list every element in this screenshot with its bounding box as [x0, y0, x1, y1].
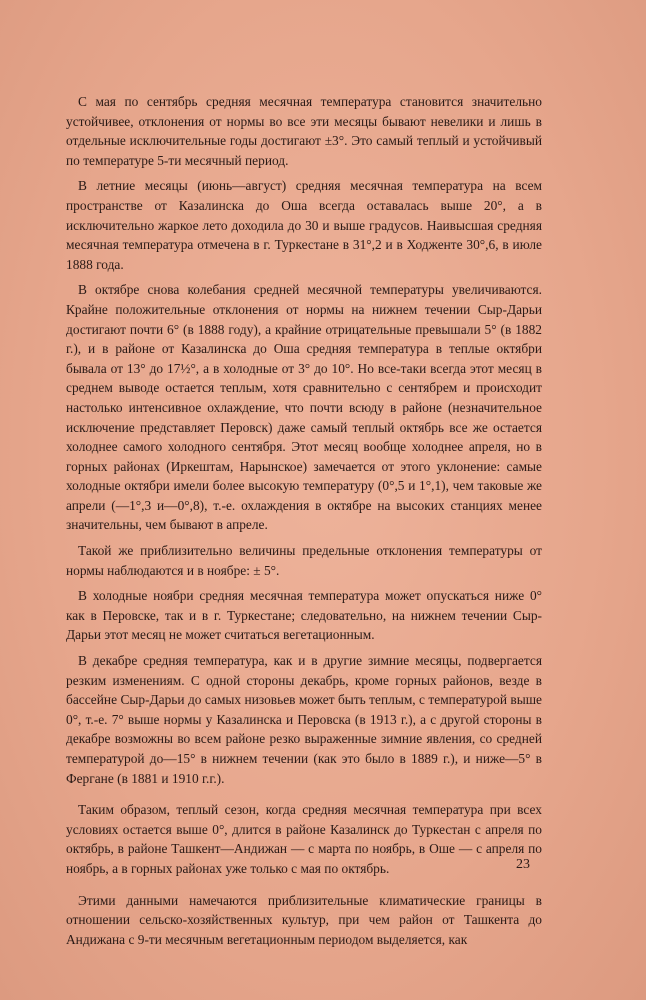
- paragraph-warm-season: Таким образом, теплый сезон, когда средняя месячная температура при всех условиях остается выше 0°, длится в районе Казалинск до Туркестан с апреля по октябрь, в районе Ташкент—Андижан — с марта по ноябрь, в Оше — с апреля по ноябрь, а в горных районах уже только с мая по октябрь.: [66, 802, 542, 876]
- paragraph-climatic-boundaries: Этими данными намечаются приблизительные климатические границы в отношении сельско-хозяйственных культур, при чем район от Ташкента до Андижана с 9-ти месячным вегетационным периодом выделяется, как: [66, 892, 542, 947]
- page-number: 23: [516, 857, 530, 872]
- paragraph-cold-novembers: В холодные ноябри средняя месячная температура может опускаться ниже 0° как в Перовске, так и в г. Туркестане; следовательно, на нижнем течении Сыр-Дарьи этот месяц не может считаться вегетационным.: [66, 588, 542, 643]
- paragraph-may-september: С мая по сентябрь средняя месячная температура становится значительно устойчивее, отклонения от нормы во все эти месяцы бывают невелики и лишь в отдельные исключительные годы достигают ±3°. Это самый теплый и устойчивый по температуре 5-ти месячный период.: [66, 94, 542, 168]
- paragraph-november-deviations: Такой же приблизительно величины предельные отклонения температуры от нормы наблюдаются и в ноябре: ± 5°.: [66, 543, 542, 578]
- paragraph-october: В октябре снова колебания средней месячной температуры увеличиваются. Крайне положительные отклонения от нормы на нижнем течении Сыр-Дарьи достигают почти 6° (в 1888 году), а крайние отрицательные превышали 5° (в 1882 г.), и в районе от Казалинска до Оша средняя температура в теплые октябри бывала от 13° до 17½°, а в холодные от 3° до 10°. Но все-таки всегда этот месяц в среднем выводе остается теплым, хотя сравнительно с сентябрем и происходит настолько интенсивное охлаждение, что почти всюду в районе (незначительное исключение представляет Перовск) даже самый теплый октябрь все же остается холоднее самого холодного сентября. Этот месяц вообще холоднее апреля, но в горных районах (Иркештам, Нарынское) замечается от этого уклонение: самые холодные октябри имели более высокую температуру (0°,5 и 1°,1), чем таковые же апрели (—1°,3 и—0°,8), т.-е. охлаждения в октябре на высоких станциях менее значительны, чем бывают в апреле.: [66, 282, 542, 533]
- body-text: [66, 92, 542, 955]
- paragraph-summer-months: В летние месяцы (июнь—август) средняя месячная температура на всем пространстве от Казалинска до Оша всегда оставалась выше 20°, а в исключительно жаркое лето доходила до 30 и выше градусов. Наивысшая средняя месячная температура отмечена в г. Туркестане в 31°,2 и в Ходженте 30°,6, в июле 1888 года.: [66, 178, 542, 272]
- paragraph-december: В декабре средняя температура, как и в другие зимние месяцы, подвергается резким изменениям. С одной стороны декабрь, кроме горных районов, везде в бассейне Сыр-Дарьи до самых низовьев может быть теплым, с температурой выше 0°, т.-е. 7° выше нормы у Казалинска и Перовска (в 1913 г.), а с другой стороны в декабре возможны во всем районе резко выраженные зимние явления, со средней температурой до—15° в нижнем течении (как это было в 1889 г.), и ниже—5° в Фергане (в 1881 и 1910 г.г.).: [66, 653, 542, 786]
